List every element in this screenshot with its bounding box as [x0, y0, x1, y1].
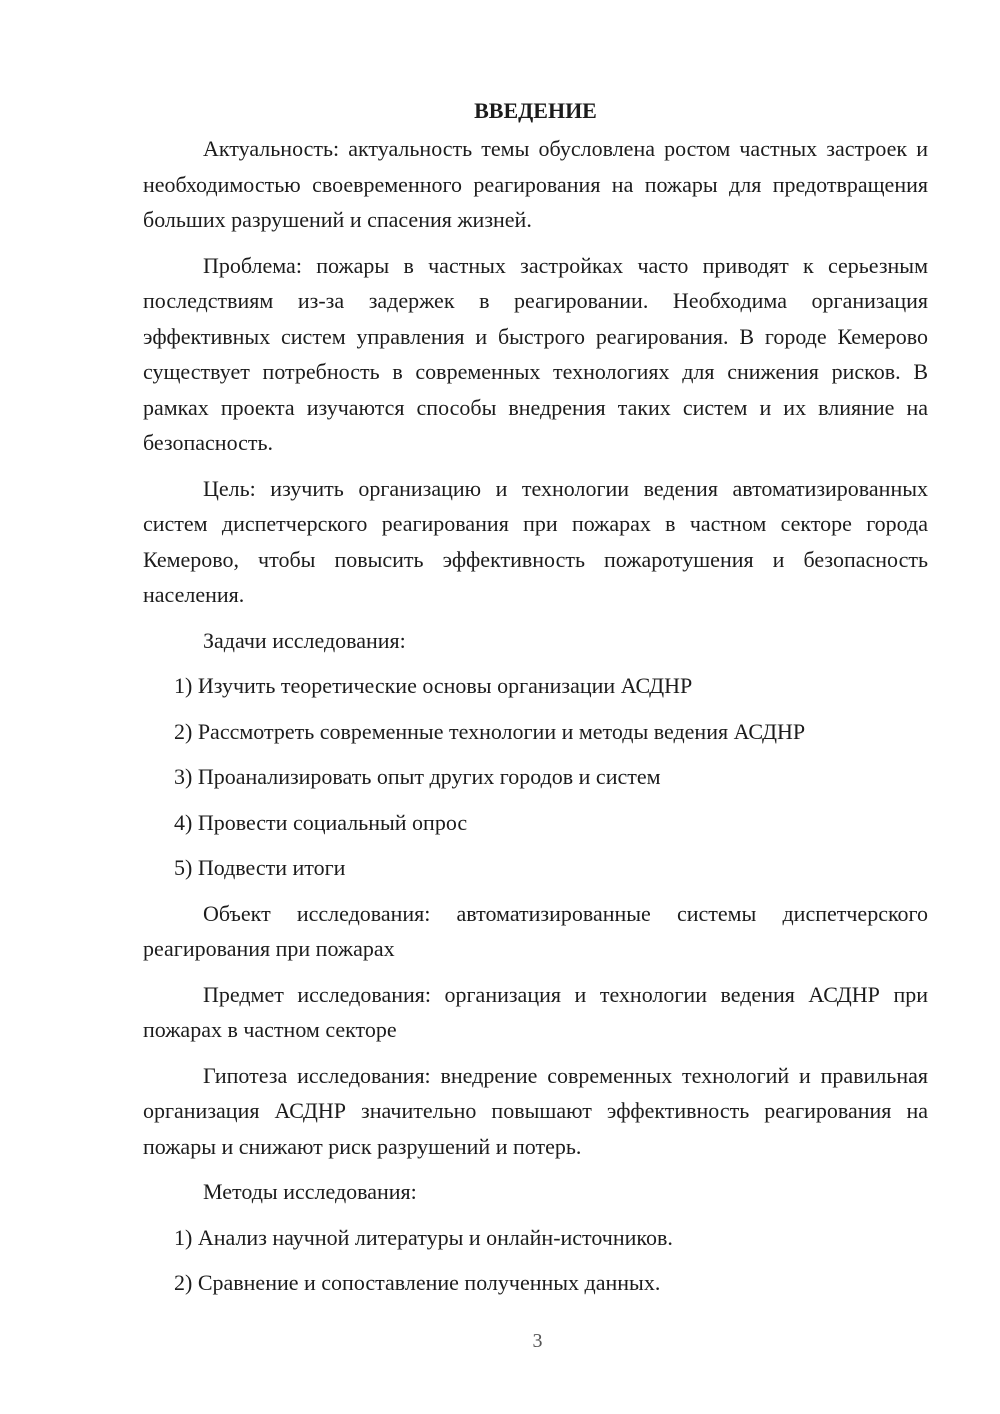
task-item-2: 2) Рассмотреть современные технологии и методы ведения АСДНР [174, 718, 806, 744]
document-page [143, 93, 928, 1311]
subject-paragraph: Предмет исследования: организация и технологии ведения АСДНР при пожарах в частном секторе [143, 981, 928, 1042]
methods-heading: Методы исследования: [203, 1179, 417, 1204]
object-paragraph: Объект исследования: автоматизированные системы диспетчерского реагирования при пожарах [143, 900, 928, 961]
method-item-2: 2) Сравнение и сопоставление полученных данных. [174, 1270, 661, 1295]
hypothesis-paragraph: Гипотеза исследования: внедрение современных технологий и правильная организация АСДНР значительно повышают эффективность реагирования на пожары и снижают риск разрушений и потерь. [143, 1062, 928, 1159]
relevance-paragraph: Актуальность: актуальность темы обусловлена ростом частных застроек и необходимостью своевременного реагирования на пожары для предотвращения больших разрушений и спасения жизней. [143, 136, 928, 232]
tasks-heading: Задачи исследования: [203, 627, 406, 653]
task-item-1: 1) Изучить теоретические основы организации АСДНР [174, 673, 693, 698]
goal-paragraph: Цель: изучить организацию и технологии ведения автоматизированных систем диспетчерского реагирования при пожарах в частном секторе города Кемерово, чтобы повысить эффективность пожаротушения и безопасность населения. [143, 475, 928, 607]
task-item-4: 4) Провести социальный опрос [174, 809, 468, 835]
section-title: ВВЕДЕНИЕ [474, 98, 597, 123]
task-item-3: 3) Проанализировать опыт других городов и систем [174, 764, 661, 789]
problem-paragraph: Проблема: пожары в частных застройках часто приводят к серьезным последствиям из-за задержек в реагировании. Необходима организация эффективных систем управления и быстрого реагирования. В городе Кемерово существует потребность в современных технологиях для снижения рисков. В рамках проекта изучаются способы внедрения таких систем и их влияние на безопасность. [143, 252, 928, 455]
method-item-1: 1) Анализ научной литературы и онлайн-источников. [174, 1224, 673, 1250]
task-item-5: 5) Подвести итоги [174, 855, 346, 880]
page-number: 3 [532, 1330, 543, 1352]
